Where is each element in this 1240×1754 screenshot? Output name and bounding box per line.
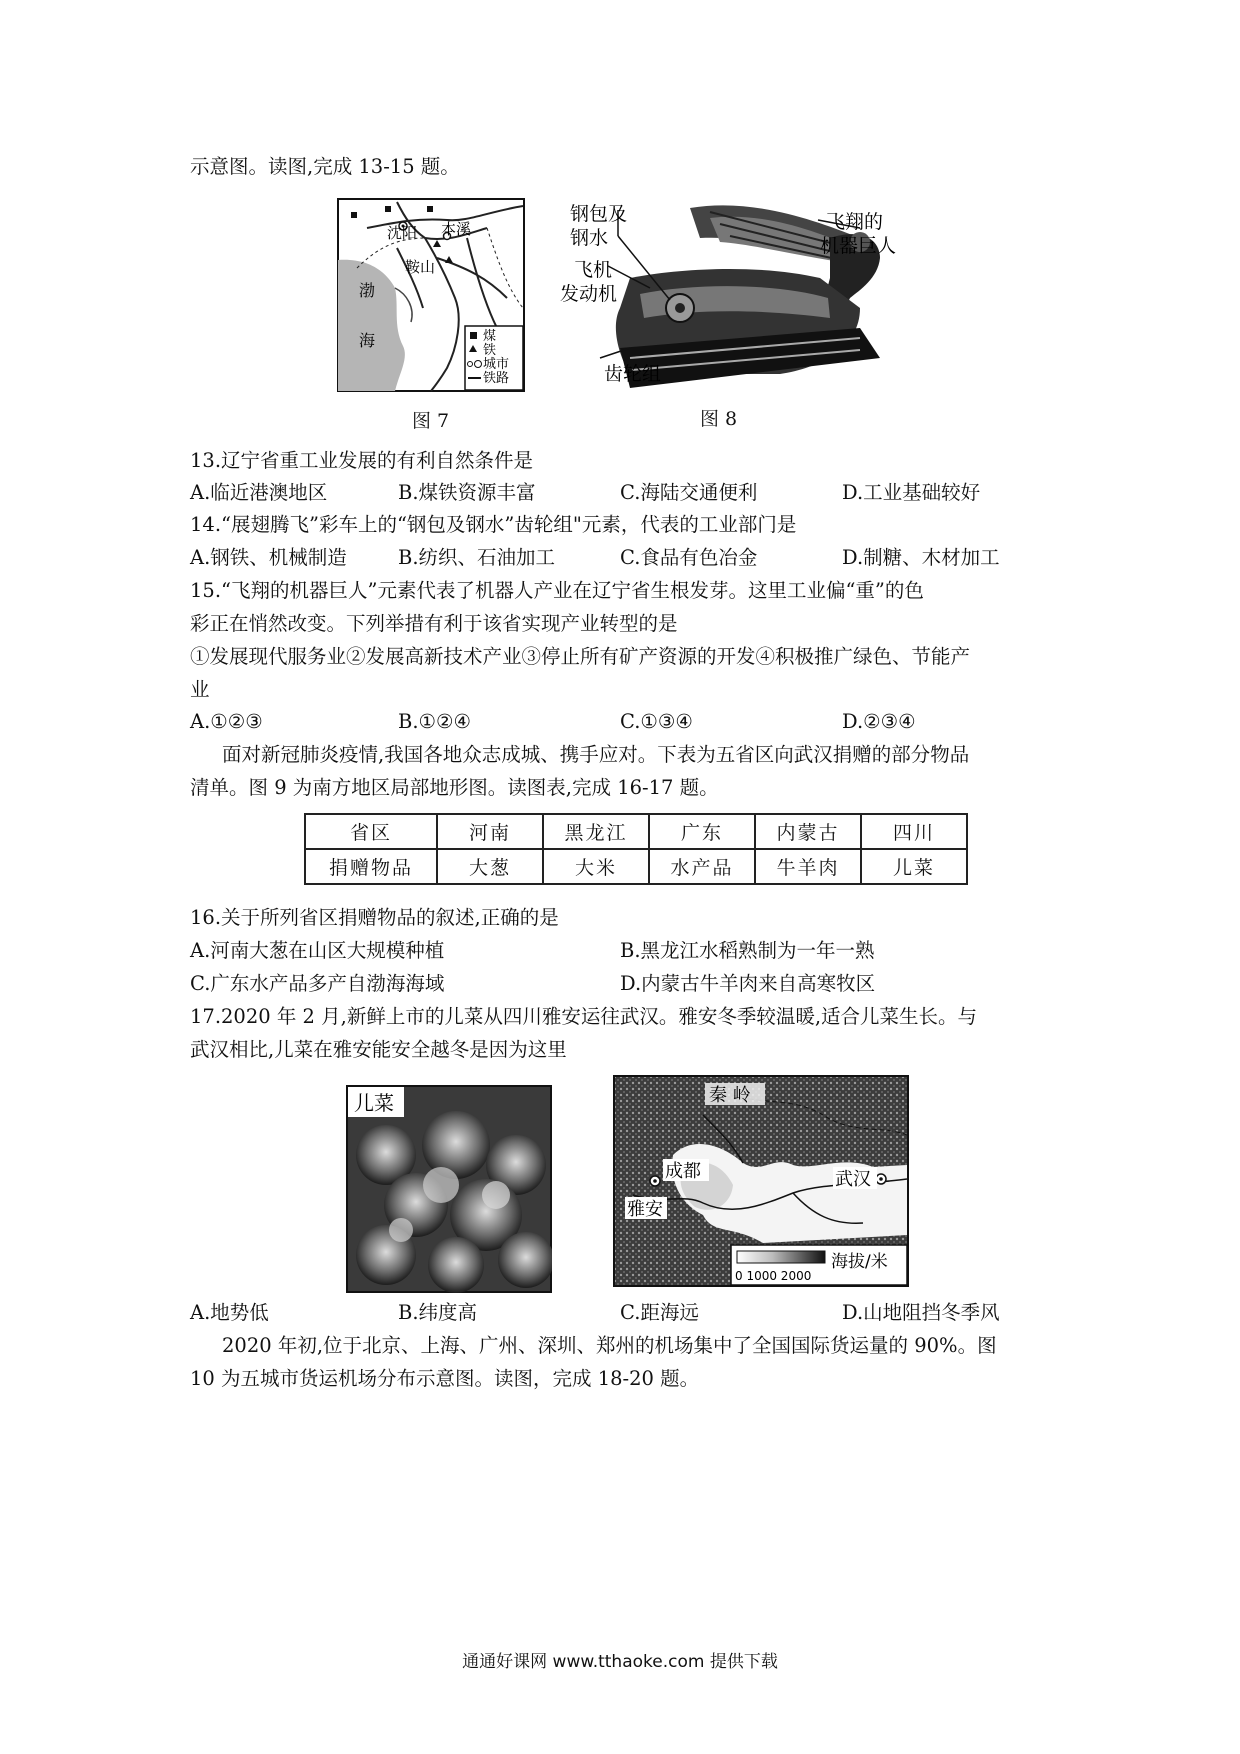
table-cell: 大葱 bbox=[437, 849, 543, 884]
label-bo: 渤 bbox=[359, 281, 376, 300]
legend-ticks: 0 1000 2000 bbox=[735, 1269, 812, 1283]
legend-iron: 铁 bbox=[483, 343, 497, 358]
q16-option-c: C.广东水产品多产自渤海海域 bbox=[190, 972, 445, 995]
label-qinling: 秦 岭 bbox=[709, 1085, 751, 1106]
float-illustration bbox=[560, 198, 940, 394]
q16-option-d: D.内蒙古牛羊肉来自高寒牧区 bbox=[620, 972, 876, 995]
table-cell: 牛羊肉 bbox=[755, 849, 861, 884]
q16-option-b: B.黑龙江水稻熟制为一年一熟 bbox=[620, 939, 875, 962]
q17-stem-line1: 17.2020 年 2 月,新鲜上市的儿菜从四川雅安运往武汉。雅安冬季较温暖,适合儿菜生长。与 bbox=[190, 1005, 978, 1028]
label-wuhan: 武汉 bbox=[835, 1169, 871, 1190]
figure-7-caption: 图 7 bbox=[412, 410, 450, 432]
passage3-line1: 2020 年初,位于北京、上海、广州、深圳、郑州的机场集中了全国国际货运量的 90%。图 bbox=[222, 1334, 997, 1357]
passage2-line1: 面对新冠肺炎疫情,我国各地众志成城、携手应对。下表为五省区向武汉捐赠的部分物品 bbox=[222, 743, 970, 766]
label-hai: 海 bbox=[359, 331, 376, 350]
table-header-row bbox=[305, 814, 967, 849]
elevation-legend bbox=[731, 1245, 907, 1285]
table-header-cell: 河南 bbox=[437, 814, 543, 849]
q13-option-c: C.海陆交通便利 bbox=[620, 481, 758, 504]
legend-coal: 煤 bbox=[483, 329, 497, 344]
passage3-line2: 10 为五城市货运机场分布示意图。读图，完成 18-20 题。 bbox=[190, 1367, 700, 1390]
table-cell: 大米 bbox=[543, 849, 649, 884]
label-yaan: 雅安 bbox=[627, 1199, 663, 1220]
figure-8-float bbox=[560, 198, 940, 398]
label-robot-1: 飞翔的 bbox=[826, 211, 884, 233]
label-engine-1: 飞机 bbox=[574, 259, 613, 281]
q15-stem-line4: 业 bbox=[190, 678, 210, 701]
q13-option-d: D.工业基础较好 bbox=[842, 481, 981, 504]
table-cell: 水产品 bbox=[649, 849, 755, 884]
q17-option-b: B.纬度高 bbox=[398, 1301, 478, 1324]
q15-stem-line1: 15.“飞翔的机器巨人”元素代表了机器人产业在辽宁省生根发芽。这里工业偏“重”的色 bbox=[190, 579, 924, 602]
q13-stem: 13.辽宁省重工业发展的有利自然条件是 bbox=[190, 449, 534, 472]
label-ladle-2: 钢水 bbox=[570, 227, 609, 249]
q15-stem-line3: ①发展现代服务业②发展高新技术产业③停止所有矿产资源的开发④积极推广绿色、节能产 bbox=[190, 645, 971, 668]
table-header-cell: 省区 bbox=[305, 814, 437, 849]
table-header-cell: 广东 bbox=[649, 814, 755, 849]
legend-unit: 海拔/米 bbox=[831, 1252, 888, 1272]
passage2-line2: 清单。图 9 为南方地区局部地形图。读图表,完成 16-17 题。 bbox=[190, 776, 719, 799]
label-shenyang: 沈阳 bbox=[387, 224, 418, 242]
label-benxi: 本溪 bbox=[441, 220, 472, 238]
q15-option-d: D.②③④ bbox=[842, 710, 916, 733]
photo-ercai bbox=[346, 1085, 552, 1297]
intro-line: 示意图。读图,完成 13-15 题。 bbox=[190, 155, 460, 178]
q14-option-a: A.钢铁、机械制造 bbox=[190, 546, 347, 569]
q14-option-b: B.纺织、石油加工 bbox=[398, 546, 556, 569]
footer-watermark: 通通好课网 www.tthaoke.com 提供下载 bbox=[462, 1652, 778, 1672]
label-gear: 齿轮组 bbox=[604, 363, 662, 385]
label-engine-2: 发动机 bbox=[560, 283, 618, 305]
q17-option-a: A.地势低 bbox=[190, 1301, 269, 1324]
table-cell: 儿菜 bbox=[861, 849, 967, 884]
q15-stem-line2: 彩正在悄然改变。下列举措有利于该省实现产业转型的是 bbox=[190, 612, 678, 635]
label-ladle-1: 钢包及 bbox=[570, 203, 628, 225]
liaoning-map bbox=[337, 198, 525, 392]
table-header-cell: 四川 bbox=[861, 814, 967, 849]
label-robot-2: 机器巨人 bbox=[820, 235, 897, 257]
label-chengdu: 成都 bbox=[665, 1161, 701, 1182]
label-anshan: 鞍山 bbox=[405, 258, 436, 276]
table-row bbox=[305, 849, 967, 884]
q14-option-c: C.食品有色冶金 bbox=[620, 546, 758, 569]
q17-stem-line2: 武汉相比,儿菜在雅安能安全越冬是因为这里 bbox=[190, 1038, 567, 1061]
q13-option-b: B.煤铁资源丰富 bbox=[398, 481, 536, 504]
legend-city: 城市 bbox=[483, 357, 510, 372]
q15-option-c: C.①③④ bbox=[620, 710, 693, 733]
figure-9-terrain-map bbox=[613, 1075, 909, 1291]
q16-stem: 16.关于所列省区捐赠物品的叙述,正确的是 bbox=[190, 906, 559, 929]
q14-option-d: D.制糖、木材加工 bbox=[842, 546, 1000, 569]
q17-option-d: D.山地阻挡冬季风 bbox=[842, 1301, 1000, 1324]
figure-7-map bbox=[337, 198, 525, 396]
ercai-photo bbox=[346, 1085, 552, 1293]
table-cell: 捐赠物品 bbox=[305, 849, 437, 884]
q14-stem: 14.“展翅腾飞”彩车上的“钢包及钢水”齿轮组"元素，代表的工业部门是 bbox=[190, 513, 797, 536]
table-header-cell: 黑龙江 bbox=[543, 814, 649, 849]
donation-table bbox=[304, 813, 968, 885]
figure-8-caption: 图 8 bbox=[700, 408, 738, 430]
map-legend bbox=[465, 326, 523, 390]
q15-option-a: A.①②③ bbox=[190, 710, 263, 733]
q15-option-b: B.①②④ bbox=[398, 710, 471, 733]
legend-railway: 铁路 bbox=[483, 371, 510, 386]
q16-option-a: A.河南大葱在山区大规模种植 bbox=[190, 939, 445, 962]
photo-label: 儿菜 bbox=[354, 1091, 394, 1115]
table-header-cell: 内蒙古 bbox=[755, 814, 861, 849]
terrain-map bbox=[613, 1075, 909, 1287]
q13-option-a: A.临近港澳地区 bbox=[190, 481, 328, 504]
q17-option-c: C.距海远 bbox=[620, 1301, 699, 1324]
